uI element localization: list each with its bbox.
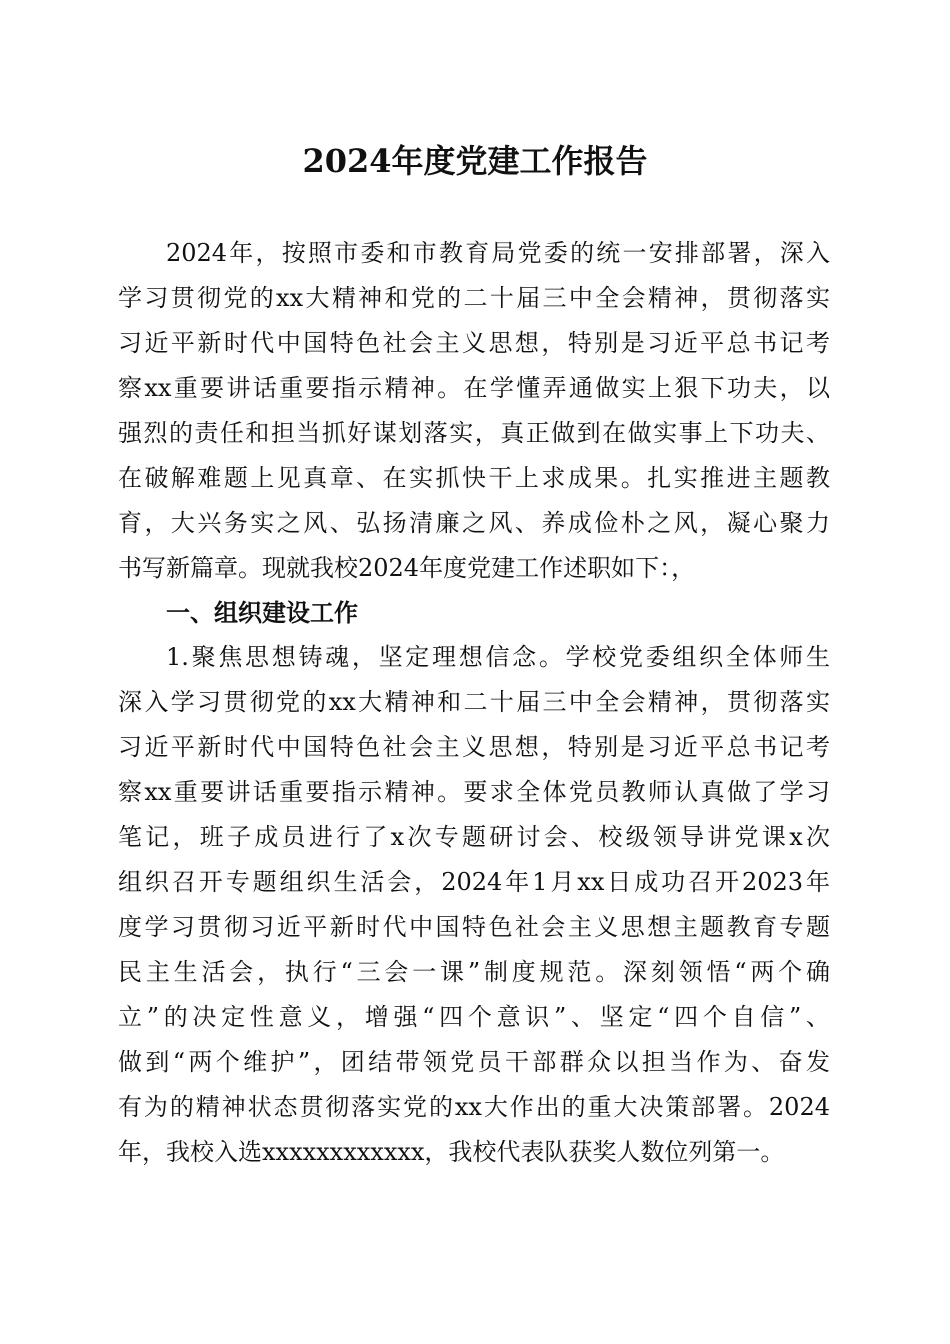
- intro-line: 察xx重要讲话重要指示精神。在学懂弄通做实上狠下功夫，以: [118, 374, 830, 402]
- body-line: 民主生活会，执行“三会一课”制度规范。深刻领悟“两个确: [118, 958, 830, 986]
- body-line: 有为的精神状态贯彻落实党的xx大作出的重大决策部署。2024: [118, 1093, 830, 1121]
- body-line: 做到“两个维护”，团结带领党员干部群众以担当作为、奋发: [118, 1048, 830, 1076]
- body-line: 组织召开专题组织生活会，2024年1月xx日成功召开2023年: [118, 868, 830, 896]
- body-line: 立”的决定性意义，增强“四个意识”、坚定“四个自信”、: [118, 1003, 830, 1031]
- intro-line: 书写新篇章。现就我校2024年度党建工作述职如下：，: [118, 554, 696, 582]
- intro-line: 在破解难题上见真章、在实抓快干上求成果。扎实推进主题教: [118, 464, 830, 492]
- body-line: 年，我校入选xxxxxxxxxxxx，我校代表队获奖人数位列第一。: [118, 1138, 785, 1166]
- intro-line: 习近平新时代中国特色社会主义思想，特别是习近平总书记考: [118, 329, 830, 357]
- body-line: 察xx重要讲话重要指示精神。要求全体党员教师认真做了学习: [118, 778, 830, 806]
- body-line: 深入学习贯彻党的xx大精神和二十届三中全会精神，贯彻落实: [118, 688, 830, 716]
- document-title: 2024年度党建工作报告: [302, 142, 648, 180]
- intro-line: 强烈的责任和担当抓好谋划落实，真正做到在做实事上下功夫、: [118, 419, 830, 447]
- body-line: 1.聚焦思想铸魂，坚定理想信念。学校党委组织全体师生: [166, 643, 830, 671]
- body-line: 度学习贯彻习近平新时代中国特色社会主义思想主题教育专题: [118, 913, 830, 941]
- body-line: 习近平新时代中国特色社会主义思想，特别是习近平总书记考: [118, 733, 830, 761]
- intro-line: 育，大兴务实之风、弘扬清廉之风、养成俭朴之风，凝心聚力: [118, 509, 830, 537]
- intro-line: 2024年，按照市委和市教育局党委的统一安排部署，深入: [166, 239, 830, 267]
- section-heading: 一、组织建设工作: [166, 599, 358, 627]
- body-line: 笔记，班子成员进行了x次专题研讨会、校级领导讲党课x次: [118, 823, 830, 851]
- intro-line: 学习贯彻党的xx大精神和党的二十届三中全会精神，贯彻落实: [118, 284, 830, 312]
